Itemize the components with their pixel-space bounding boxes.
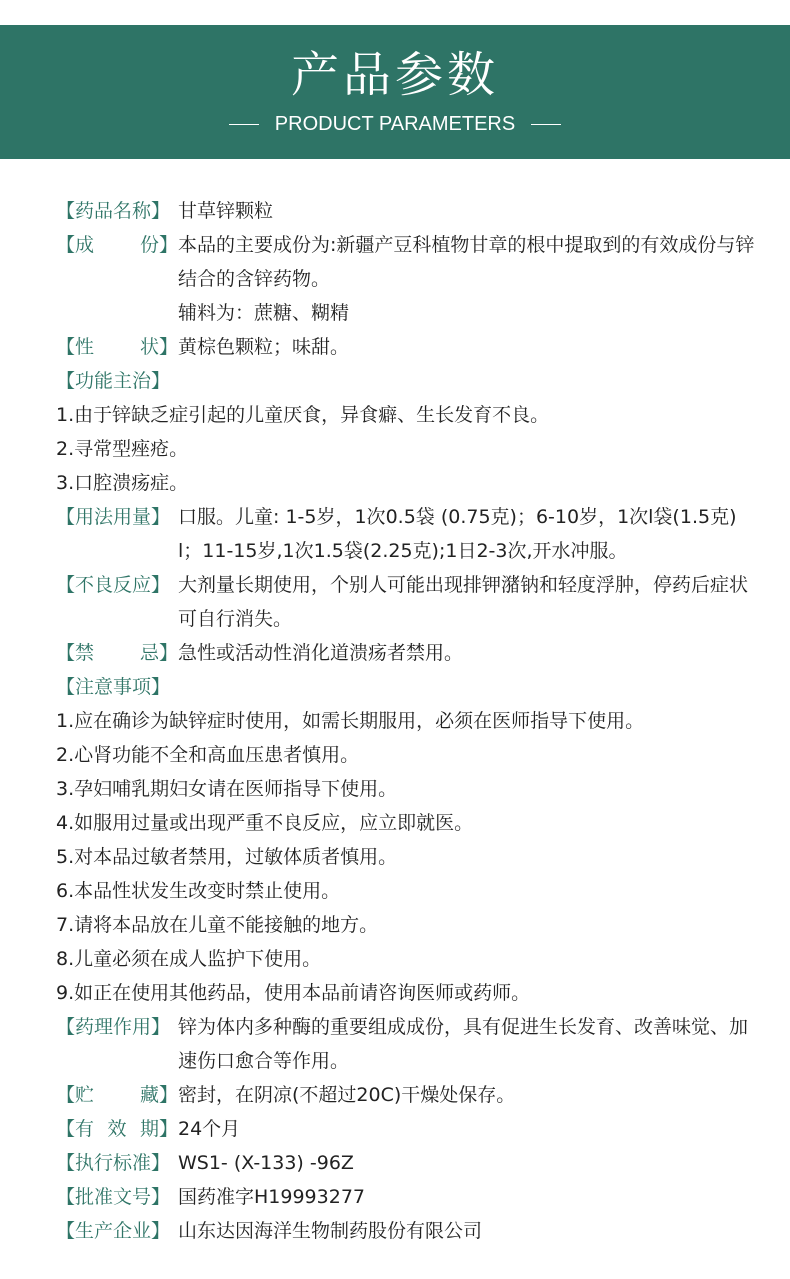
field-value: 山东达因海洋生物制药股份有限公司 xyxy=(178,1220,483,1242)
list-item: 7.请将本品放在儿童不能接触的地方。 xyxy=(56,914,379,936)
list-item: 6.本品性状发生改变时禁止使用。 xyxy=(56,880,341,902)
field-label: 【生产企业】 xyxy=(56,1220,171,1242)
list-item: 2.心肾功能不全和高血压患者慎用。 xyxy=(56,744,360,766)
field-extra: 辅料为：蔗糖、糊精 xyxy=(178,302,350,324)
field-label xyxy=(56,1112,178,1146)
parameters-content xyxy=(56,194,756,1248)
label-part: 期】 xyxy=(139,1118,178,1140)
field-value: 甘草锌颗粒 xyxy=(178,200,274,222)
field-value: 密封，在阴凉(不超过20C)干燥处保存。 xyxy=(178,1084,516,1106)
field-label xyxy=(56,228,178,296)
page-subtitle: PRODUCT PARAMETERS xyxy=(274,113,516,135)
field-label: 【批准文号】 xyxy=(56,1186,171,1208)
page-subtitle-row xyxy=(0,113,790,136)
field-value: 本品的主要成份为:新疆产豆科植物甘章的根中提取到的有效成份与锌结合的含锌药物。 xyxy=(178,234,755,290)
field-label: 【执行标准】 xyxy=(56,1152,171,1174)
field-label xyxy=(56,1078,178,1112)
field-label xyxy=(56,636,178,670)
field-label: 【药品名称】 xyxy=(56,200,171,222)
divider-left xyxy=(229,124,259,125)
field-label xyxy=(56,330,178,364)
section-heading-precautions: 【注意事项】 xyxy=(56,676,171,698)
list-item: 5.对本品过敏者禁用，过敏体质者慎用。 xyxy=(56,846,398,868)
field-value: 黄棕色颗粒；味甜。 xyxy=(178,336,350,358)
label-part: 【有 xyxy=(56,1118,95,1140)
list-item: 8.儿童必须在成人监护下使用。 xyxy=(56,948,322,970)
field-contraindications xyxy=(56,636,756,670)
label-part: 【成 xyxy=(56,234,95,256)
field-standard xyxy=(56,1146,756,1180)
list-item: 3.口腔溃疡症。 xyxy=(56,472,189,494)
field-label: 【用法用量】 xyxy=(56,506,171,528)
field-appearance xyxy=(56,330,756,364)
page-title: 产品参数 xyxy=(290,47,499,103)
field-approval-number xyxy=(56,1180,756,1214)
label-part: 藏】 xyxy=(139,1084,178,1106)
list-item: 9.如正在使用其他药品，使用本品前请咨询医师或药师。 xyxy=(56,982,531,1004)
list-item: 1.由于锌缺乏症引起的儿童厌食，异食癖、生长发育不良。 xyxy=(56,404,550,426)
list-item: 2.寻常型痤疮。 xyxy=(56,438,189,460)
field-storage xyxy=(56,1078,756,1112)
field-value: 口服。儿童: 1-5岁，1次0.5袋 (0.75克)；6-10岁，1次l袋(1.5克) l；11-15岁,1次1.5袋(2.25克);1日2-3次,开水冲服。 xyxy=(178,506,737,562)
field-ingredients xyxy=(56,228,756,296)
field-label: 【不良反应】 xyxy=(56,574,171,596)
label-part: 【性 xyxy=(56,336,95,358)
field-drug-name xyxy=(56,194,756,228)
label-part: 状】 xyxy=(139,336,178,358)
field-pharmacology xyxy=(56,1010,756,1078)
field-value: 大剂量长期使用，个别人可能出现排钾潴钠和轻度浮肿，停药后症状可自行消失。 xyxy=(178,574,749,630)
list-item: 4.如服用过量或出现严重不良反应，应立即就医。 xyxy=(56,812,474,834)
field-value: 锌为体内多种酶的重要组成成份，具有促进生长发育、改善味觉、加速伤口愈合等作用。 xyxy=(178,1016,749,1072)
label-part: 效 xyxy=(107,1118,127,1140)
field-value: 国药准字H19993277 xyxy=(178,1186,365,1208)
list-item: 3.孕妇哺乳期妇女请在医师指导下使用。 xyxy=(56,778,398,800)
field-dosage xyxy=(56,500,756,568)
divider-right xyxy=(531,124,561,125)
field-value: 急性或活动性消化道溃疡者禁用。 xyxy=(178,642,464,664)
field-value: WS1- (X-133) -96Z xyxy=(178,1152,354,1174)
field-value: 24个月 xyxy=(178,1118,241,1140)
field-manufacturer xyxy=(56,1214,756,1248)
label-part: 份】 xyxy=(139,234,178,256)
list-item: 1.应在确诊为缺锌症时使用，如需长期服用，必须在医师指导下使用。 xyxy=(56,710,645,732)
label-part: 忌】 xyxy=(139,642,178,664)
header-banner xyxy=(0,25,790,159)
label-part: 【贮 xyxy=(56,1084,95,1106)
field-label: 【药理作用】 xyxy=(56,1016,171,1038)
field-shelf-life xyxy=(56,1112,756,1146)
field-adverse-reactions xyxy=(56,568,756,636)
section-heading-indications: 【功能主治】 xyxy=(56,370,171,392)
label-part: 【禁 xyxy=(56,642,95,664)
